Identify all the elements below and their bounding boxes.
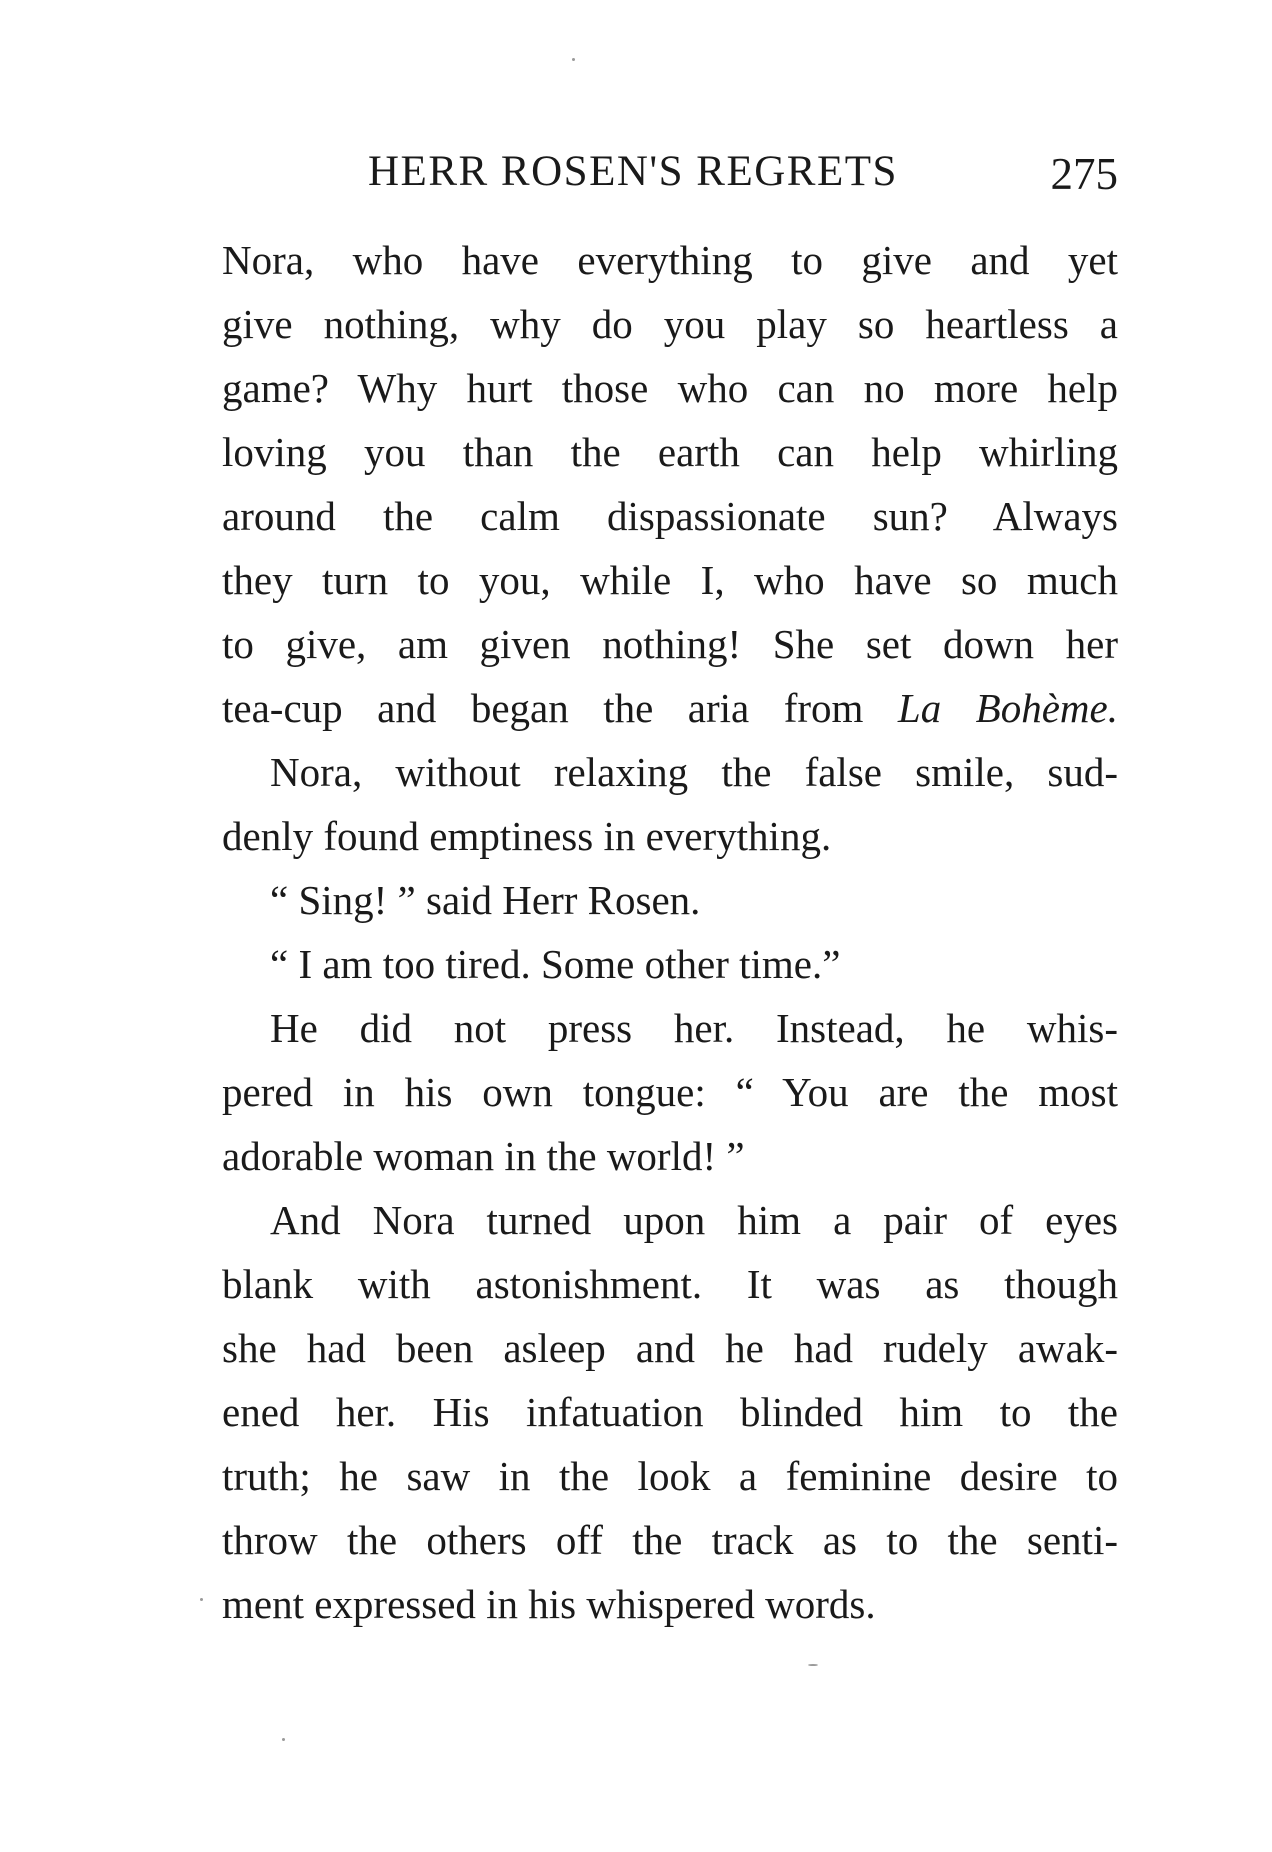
text-line: And Nora turned upon him a pair of eyes [270,1197,1118,1243]
text-line: to give, am given nothing! She set down her [222,621,1118,667]
running-head [222,142,1118,202]
text-line: tea-cup and began the aria from La Bohème. [222,685,1118,731]
text-line: Nora, without relaxing the false smile, sud- [270,749,1118,795]
text-line: they turn to you, while I, who have so much [222,557,1118,603]
text-line: pered in his own tongue: “ You are the most [222,1069,1118,1115]
text-line: “ Sing! ” said Herr Rosen. [270,877,701,923]
paper-speck [200,1598,203,1601]
text-line: truth; he saw in the look a feminine desire to [222,1453,1118,1499]
running-title: HERR ROSEN'S REGRETS [368,148,898,195]
text-line: loving you than the earth can help whirling [222,429,1118,475]
paper-speck [282,1738,285,1741]
text-line: game? Why hurt those who can no more help [222,365,1118,411]
text-line: denly found emptiness in everything. [222,813,832,859]
text-line: adorable woman in the world! ” [222,1133,745,1179]
text-line: throw the others off the track as to the senti- [222,1517,1118,1563]
text-line: around the calm dispassionate sun? Always [222,493,1118,539]
text-line: ened her. His infatuation blinded him to the [222,1389,1118,1435]
text-line: ment expressed in his whispered words. [222,1581,876,1627]
text-line: give nothing, why do you play so heartless a [222,301,1118,347]
text-line: she had been asleep and he had rudely awak- [222,1325,1118,1371]
paper-speck [808,1664,818,1666]
text-line: He did not press her. Instead, he whis- [270,1005,1118,1051]
text-line: “ I am too tired. Some other time.” [270,941,841,987]
italic-title: La Bohème. [897,685,1118,731]
body-text [222,228,1118,1636]
text-line: Nora, who have everything to give and yet [222,237,1118,283]
page-number: 275 [1050,149,1118,199]
paper-speck [572,58,575,61]
text-line: blank with astonishment. It was as though [222,1261,1118,1307]
